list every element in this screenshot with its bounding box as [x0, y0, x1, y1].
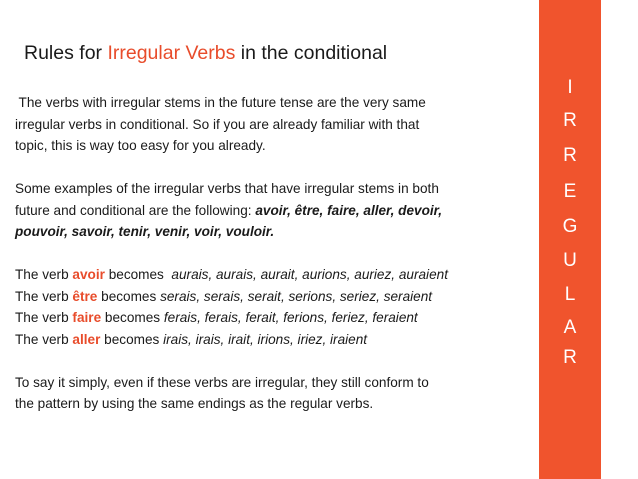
spacer [15, 350, 543, 372]
verb-becomes: becomes [104, 267, 168, 282]
verb-prefix: The verb [15, 267, 73, 282]
sidebar-letter: A [563, 317, 577, 338]
verb-becomes: becomes [101, 310, 164, 325]
verb-becomes: becomes [97, 288, 161, 304]
verb-forms: irais, irais, irait, irions, iriez, iraient [163, 331, 368, 347]
title-prefix: Rules for [24, 42, 108, 64]
verb-name: avoir [72, 267, 105, 282]
verb-list-part2: pouvoir, savoir, tenir, venir, voir, vouloir. [15, 224, 275, 239]
verb-row-faire [15, 307, 543, 329]
paragraph1-line1: The verbs with irregular stems in the future tense are the very same [15, 95, 426, 110]
paragraph2-line2-text: future and conditional are the following: [15, 202, 256, 218]
verb-forms: ferais, ferais, ferait, ferions, feriez, feraient [163, 310, 418, 325]
verb-forms: aurais, aurais, aurait, aurions, auriez, auraient [167, 267, 448, 282]
verb-forms: serais, serais, serait, serions, seriez, seraient [160, 288, 433, 304]
verb-prefix: The verb [15, 310, 73, 325]
title-suffix: in the conditional [235, 42, 388, 64]
conclusion-line1: To say it simply, even if these verbs are irregular, they still conform to [15, 374, 429, 390]
sidebar-letter: E [563, 181, 577, 202]
verb-row-aller [15, 329, 543, 351]
verb-row-avoir [15, 264, 543, 286]
conclusion-line2: the pattern by using the same endings as the regular verbs. [15, 396, 374, 411]
verb-name: aller [72, 331, 101, 347]
spacer [15, 243, 543, 265]
verb-prefix: The verb [15, 331, 73, 347]
sidebar-letter: I [567, 77, 573, 98]
verb-becomes: becomes [100, 331, 164, 347]
verb-prefix: The verb [15, 288, 73, 304]
slide-title [24, 42, 387, 65]
sidebar-letter: G [562, 216, 578, 237]
verb-row-etre [15, 286, 543, 308]
paragraph1-line2: irregular verbs in conditional. So if you are already familiar with that [15, 116, 420, 132]
sidebar-letter: R [563, 145, 577, 166]
body-text [15, 92, 543, 415]
sidebar-letter: R [563, 110, 577, 131]
title-highlight: Irregular Verbs [107, 42, 236, 64]
paragraph2-line2 [15, 200, 543, 222]
sidebar-letter: R [563, 347, 577, 368]
verb-list-part1: avoir, être, faire, aller, devoir, [255, 202, 442, 218]
paragraph2-line1: Some examples of the irregular verbs that have irregular stems in both [15, 181, 439, 196]
verb-name: être [72, 288, 98, 304]
irregular-sidebar [539, 0, 601, 479]
spacer [15, 157, 543, 179]
sidebar-letter: L [564, 284, 576, 305]
verb-name: faire [72, 310, 102, 325]
sidebar-letter: U [563, 250, 577, 271]
paragraph1-line3: topic, this is way too easy for you already. [15, 138, 266, 153]
